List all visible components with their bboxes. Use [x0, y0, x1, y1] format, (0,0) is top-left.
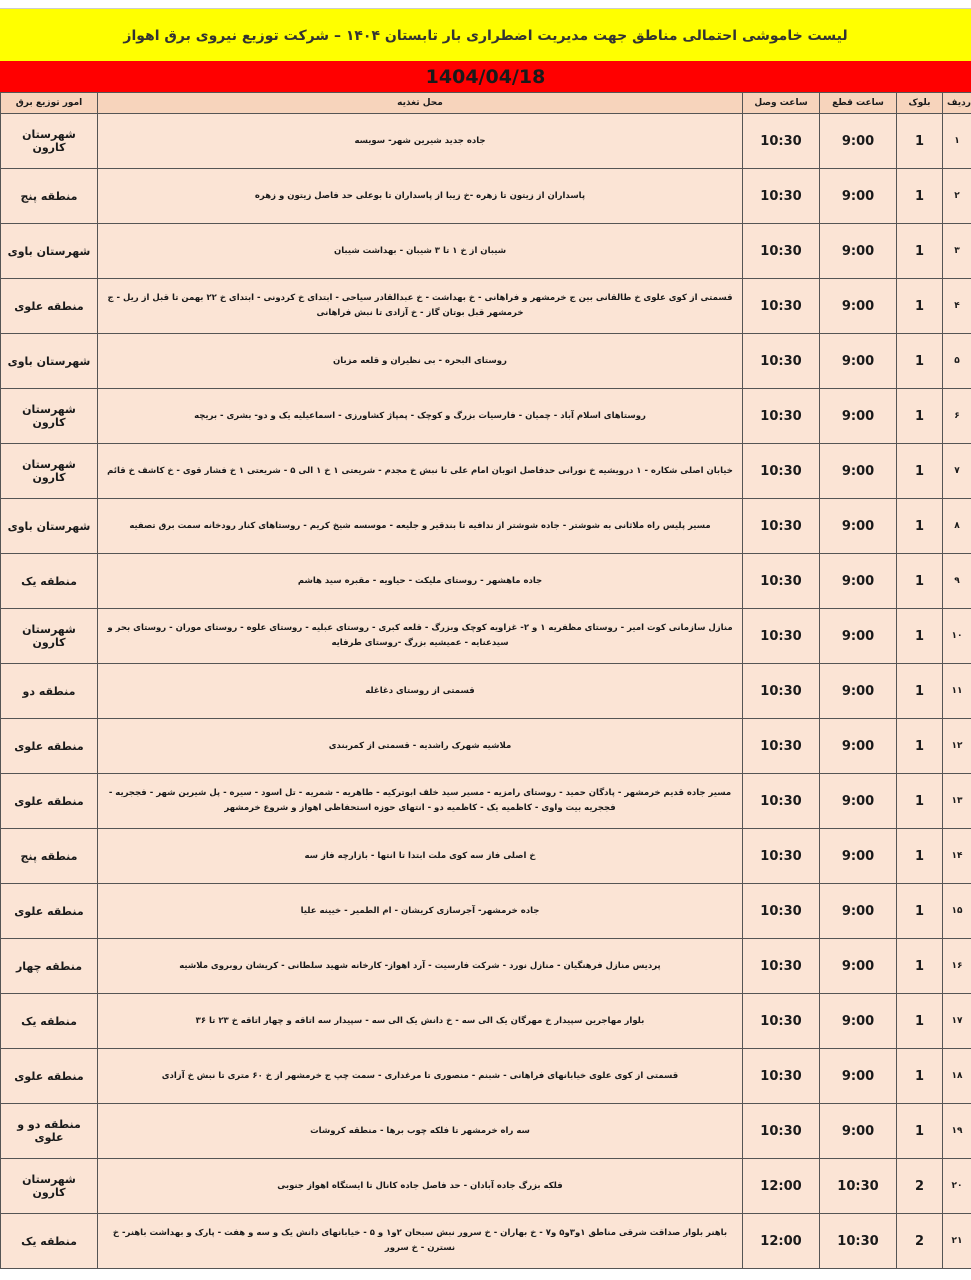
table-row [1, 719, 971, 774]
table-row [1, 389, 971, 444]
reconnect-time-cell: 10:30 [743, 224, 820, 279]
region-cell: منطقه دو [1, 664, 98, 719]
reconnect-time-cell: 12:00 [743, 1214, 820, 1269]
region-cell: منطقه چهار [1, 939, 98, 994]
table-row [1, 774, 971, 829]
date-banner [0, 61, 971, 92]
reconnect-time-cell: 10:30 [743, 994, 820, 1049]
region-cell: منطقه یک [1, 554, 98, 609]
reconnect-time-cell: 12:00 [743, 1159, 820, 1214]
header-block: بلوک [897, 93, 943, 114]
block-cell: 1 [897, 499, 943, 554]
reconnect-time-cell: 10:30 [743, 554, 820, 609]
location-cell: روستای البحره - بی نظیران و قلعه مزبان [98, 334, 743, 389]
cutoff-time-cell: 9:00 [820, 334, 897, 389]
cutoff-time-cell: 9:00 [820, 114, 897, 169]
row-number-cell: ۱۸ [943, 1049, 971, 1104]
cutoff-time-cell: 9:00 [820, 994, 897, 1049]
row-number-cell: ۴ [943, 279, 971, 334]
cutoff-time-cell: 9:00 [820, 444, 897, 499]
location-cell: خ اصلی فاز سه کوی ملت ابتدا تا انتها - بازارچه فاز سه [98, 829, 743, 884]
table-body [1, 114, 971, 1269]
cutoff-time-cell: 9:00 [820, 884, 897, 939]
location-cell: جاده جدید شیرین شهر- سویسه [98, 114, 743, 169]
row-number-cell: ۱ [943, 114, 971, 169]
region-cell: منطقه علوی [1, 884, 98, 939]
table-row [1, 609, 971, 664]
cutoff-time-cell: 9:00 [820, 389, 897, 444]
region-cell: شهرستان باوی [1, 224, 98, 279]
location-cell: مسیر پلیس راه ملاثانی به شوشتر - جاده شوشتر از ندافیه تا بندقیر و جلیعه - موسسه شیخ کریم - روستاهای کنار رودخانه سمت برق تصفیه [98, 499, 743, 554]
table-row [1, 499, 971, 554]
reconnect-time-cell: 10:30 [743, 334, 820, 389]
block-cell: 1 [897, 664, 943, 719]
location-cell: قسمتی از روستای دغاغله [98, 664, 743, 719]
block-cell: 2 [897, 1159, 943, 1214]
block-cell: 1 [897, 829, 943, 884]
row-number-cell: ۹ [943, 554, 971, 609]
region-cell: منطقه علوی [1, 774, 98, 829]
block-cell: 1 [897, 1049, 943, 1104]
block-cell: 2 [897, 1214, 943, 1269]
table-row [1, 884, 971, 939]
block-cell: 1 [897, 444, 943, 499]
table-row [1, 224, 971, 279]
table-row [1, 994, 971, 1049]
row-number-cell: ۶ [943, 389, 971, 444]
reconnect-time-cell: 10:30 [743, 499, 820, 554]
block-cell: 1 [897, 224, 943, 279]
location-cell: جاده خرمشهر- آجرسازی کریشان - ام الطمیر - خیینه علیا [98, 884, 743, 939]
cutoff-time-cell: 9:00 [820, 719, 897, 774]
location-cell: سه راه خرمشهر تا فلکه چوب برها - منطقه کروشات [98, 1104, 743, 1159]
page-title: لیست خاموشی احتمالی مناطق جهت مدیریت اضطراری بار تابستان ۱۴۰۴ – شرکت توزیع نیروی برق اهواز [123, 27, 848, 44]
region-cell: شهرستان کارون [1, 1159, 98, 1214]
location-cell: منازل سازمانی کوت امیر - روستای مظفریه ۱ و ۲- غزاویه کوچک وبزرگ - قلعه کبری - روستای عبلیه - روستای علوه - روستای موران - روستای بحر و سیدعنایه - عمیشیه بزرگ -روستای طرفایه [98, 609, 743, 664]
location-cell: قسمتی از کوی علوی خ طالقانی بین ج خرمشهر و فراهانی - خ بهداشت - خ عبدالقادر سیاحی - ابتدای خ کردونی - ابتدای خ ۲۲ بهمن تا قبل از ریل - ج خرمشهر قبل بوتان گاز - خ آزادی تا نبش فراهانی [98, 279, 743, 334]
location-cell: ملاشیه شهرک راشدیه - قسمتی از کمربندی [98, 719, 743, 774]
location-cell: فلکه بزرگ جاده آبادان - حد فاصل جاده کانال تا ایستگاه اهواز جنوبی [98, 1159, 743, 1214]
block-cell: 1 [897, 774, 943, 829]
reconnect-time-cell: 10:30 [743, 1104, 820, 1159]
location-cell: قسمتی از کوی علوی خیابانهای فراهانی - شبنم - منصوری تا مرغداری - سمت چپ ج خرمشهر از خ ۶۰ متری تا نبش خ آزادی [98, 1049, 743, 1104]
location-cell: پردیس منازل فرهنگیان - منازل نورد - شرکت فارسیت - آرد اهواز- کارخانه شهید سلطانی - کریشان روبروی ملاشیه [98, 939, 743, 994]
header-cutoff: ساعت قطع [820, 93, 897, 114]
cutoff-time-cell: 9:00 [820, 499, 897, 554]
header-location: محل تغذیه [98, 93, 743, 114]
block-cell: 1 [897, 279, 943, 334]
row-number-cell: ۱۲ [943, 719, 971, 774]
cutoff-time-cell: 10:30 [820, 1214, 897, 1269]
reconnect-time-cell: 10:30 [743, 829, 820, 884]
table-row [1, 169, 971, 224]
row-number-cell: ۱۰ [943, 609, 971, 664]
row-number-cell: ۱۶ [943, 939, 971, 994]
region-cell: منطقه علوی [1, 1049, 98, 1104]
location-cell: خیابان اصلی شکاره - ۱ درویشیه خ نورانی حدفاصل اتوبان امام علی تا نبش خ مجدم - شریعتی ۱ خ ۱ الی ۵ - شریعتی ۱ خ فشار قوی - خ کاشف خ قائم [98, 444, 743, 499]
location-cell: جاده ماهشهر - روستای ملیکت - حیاویه - مقبره سید هاشم [98, 554, 743, 609]
row-number-cell: ۲ [943, 169, 971, 224]
block-cell: 1 [897, 334, 943, 389]
block-cell: 1 [897, 994, 943, 1049]
location-cell: پاسداران از زیتون تا زهره -خ زیبا از پاسداران تا بوعلی حد فاصل زیتون و زهره [98, 169, 743, 224]
region-cell: شهرستان باوی [1, 334, 98, 389]
table-row [1, 1049, 971, 1104]
region-cell: شهرستان باوی [1, 499, 98, 554]
cutoff-time-cell: 9:00 [820, 169, 897, 224]
block-cell: 1 [897, 554, 943, 609]
table-row [1, 1214, 971, 1269]
cutoff-time-cell: 9:00 [820, 774, 897, 829]
row-number-cell: ۲۰ [943, 1159, 971, 1214]
cutoff-time-cell: 9:00 [820, 1049, 897, 1104]
block-cell: 1 [897, 169, 943, 224]
cutoff-time-cell: 10:30 [820, 1159, 897, 1214]
reconnect-time-cell: 10:30 [743, 774, 820, 829]
region-cell: منطقه پنج [1, 169, 98, 224]
table-row [1, 114, 971, 169]
cutoff-time-cell: 9:00 [820, 609, 897, 664]
region-cell: منطقه یک [1, 1214, 98, 1269]
cutoff-time-cell: 9:00 [820, 279, 897, 334]
block-cell: 1 [897, 114, 943, 169]
region-cell: شهرستان کارون [1, 609, 98, 664]
region-cell: منطقه علوی [1, 719, 98, 774]
table-row [1, 1159, 971, 1214]
cutoff-time-cell: 9:00 [820, 1104, 897, 1159]
table-row [1, 334, 971, 389]
region-cell: منطقه علوی [1, 279, 98, 334]
location-cell: شیبان از خ ۱ تا ۳ شیبان - بهداشت شیبان [98, 224, 743, 279]
cutoff-time-cell: 9:00 [820, 829, 897, 884]
block-cell: 1 [897, 719, 943, 774]
row-number-cell: ۷ [943, 444, 971, 499]
region-cell: شهرستان کارون [1, 114, 98, 169]
row-number-cell: ۸ [943, 499, 971, 554]
reconnect-time-cell: 10:30 [743, 664, 820, 719]
row-number-cell: ۵ [943, 334, 971, 389]
location-cell: روستاهای اسلام آباد - چمیان - فارسیات بزرگ و کوچک - پمپاژ کشاورزی - اسماعیلیه یک و دو- بشری - بریچه [98, 389, 743, 444]
row-number-cell: ۱۷ [943, 994, 971, 1049]
block-cell: 1 [897, 609, 943, 664]
row-number-cell: ۱۴ [943, 829, 971, 884]
cutoff-time-cell: 9:00 [820, 939, 897, 994]
table-row [1, 279, 971, 334]
cutoff-time-cell: 9:00 [820, 664, 897, 719]
row-number-cell: ۳ [943, 224, 971, 279]
header-reconnect: ساعت وصل [743, 93, 820, 114]
outage-table [0, 92, 971, 1269]
block-cell: 1 [897, 1104, 943, 1159]
block-cell: 1 [897, 939, 943, 994]
location-cell: مسیر جاده قدیم خرمشهر - پادگان حمید - روستای رامزیه - مسیر سید خلف ابوترکیه - طاهریه - شمریه - تل اسود - سیره - پل شیرین شهر - فججریه - فججریه بیت واوی - کاظمیه یک - کاظمیه دو - انتهای حوزه استحفاظی اهواز و شروع خرمشهر [98, 774, 743, 829]
table-header-row [1, 93, 971, 114]
row-number-cell: ۱۱ [943, 664, 971, 719]
region-cell: منطقه دو و علوی [1, 1104, 98, 1159]
cutoff-time-cell: 9:00 [820, 224, 897, 279]
region-cell: شهرستان کارون [1, 389, 98, 444]
table-row [1, 554, 971, 609]
reconnect-time-cell: 10:30 [743, 114, 820, 169]
region-cell: شهرستان کارون [1, 444, 98, 499]
row-number-cell: ۲۱ [943, 1214, 971, 1269]
region-cell: منطقه یک [1, 994, 98, 1049]
cutoff-time-cell: 9:00 [820, 554, 897, 609]
reconnect-time-cell: 10:30 [743, 719, 820, 774]
reconnect-time-cell: 10:30 [743, 609, 820, 664]
reconnect-time-cell: 10:30 [743, 1049, 820, 1104]
table-row [1, 664, 971, 719]
header-region: امور توزیع برق [1, 93, 98, 114]
reconnect-time-cell: 10:30 [743, 939, 820, 994]
region-cell: منطقه پنج [1, 829, 98, 884]
location-cell: باهنر بلوار صداقت شرقی مناطق ۱و۳و۵ و۷ - خ بهاران - خ سرور نبش سبحان ۲و۱ و ۵ - خیابانهای دانش یک و سه و هفت - پارک و بهداشت باهنر- خ نسترن - خ سرور [98, 1214, 743, 1269]
block-cell: 1 [897, 884, 943, 939]
location-cell: بلوار مهاجرین سپیدار خ مهرگان یک الی سه - خ دانش یک الی سه - سپیدار سه اتاقه و چهار اتاقه خ ۲۳ تا ۳۶ [98, 994, 743, 1049]
row-number-cell: ۱۹ [943, 1104, 971, 1159]
reconnect-time-cell: 10:30 [743, 884, 820, 939]
row-number-cell: ۱۵ [943, 884, 971, 939]
reconnect-time-cell: 10:30 [743, 444, 820, 499]
table-row [1, 1104, 971, 1159]
reconnect-time-cell: 10:30 [743, 389, 820, 444]
block-cell: 1 [897, 389, 943, 444]
table-row [1, 829, 971, 884]
header-index: ردیف [943, 93, 971, 114]
reconnect-time-cell: 10:30 [743, 169, 820, 224]
table-row [1, 444, 971, 499]
row-number-cell: ۱۳ [943, 774, 971, 829]
title-banner [0, 8, 971, 62]
table-row [1, 939, 971, 994]
schedule-date: 1404/04/18 [425, 65, 546, 88]
reconnect-time-cell: 10:30 [743, 279, 820, 334]
